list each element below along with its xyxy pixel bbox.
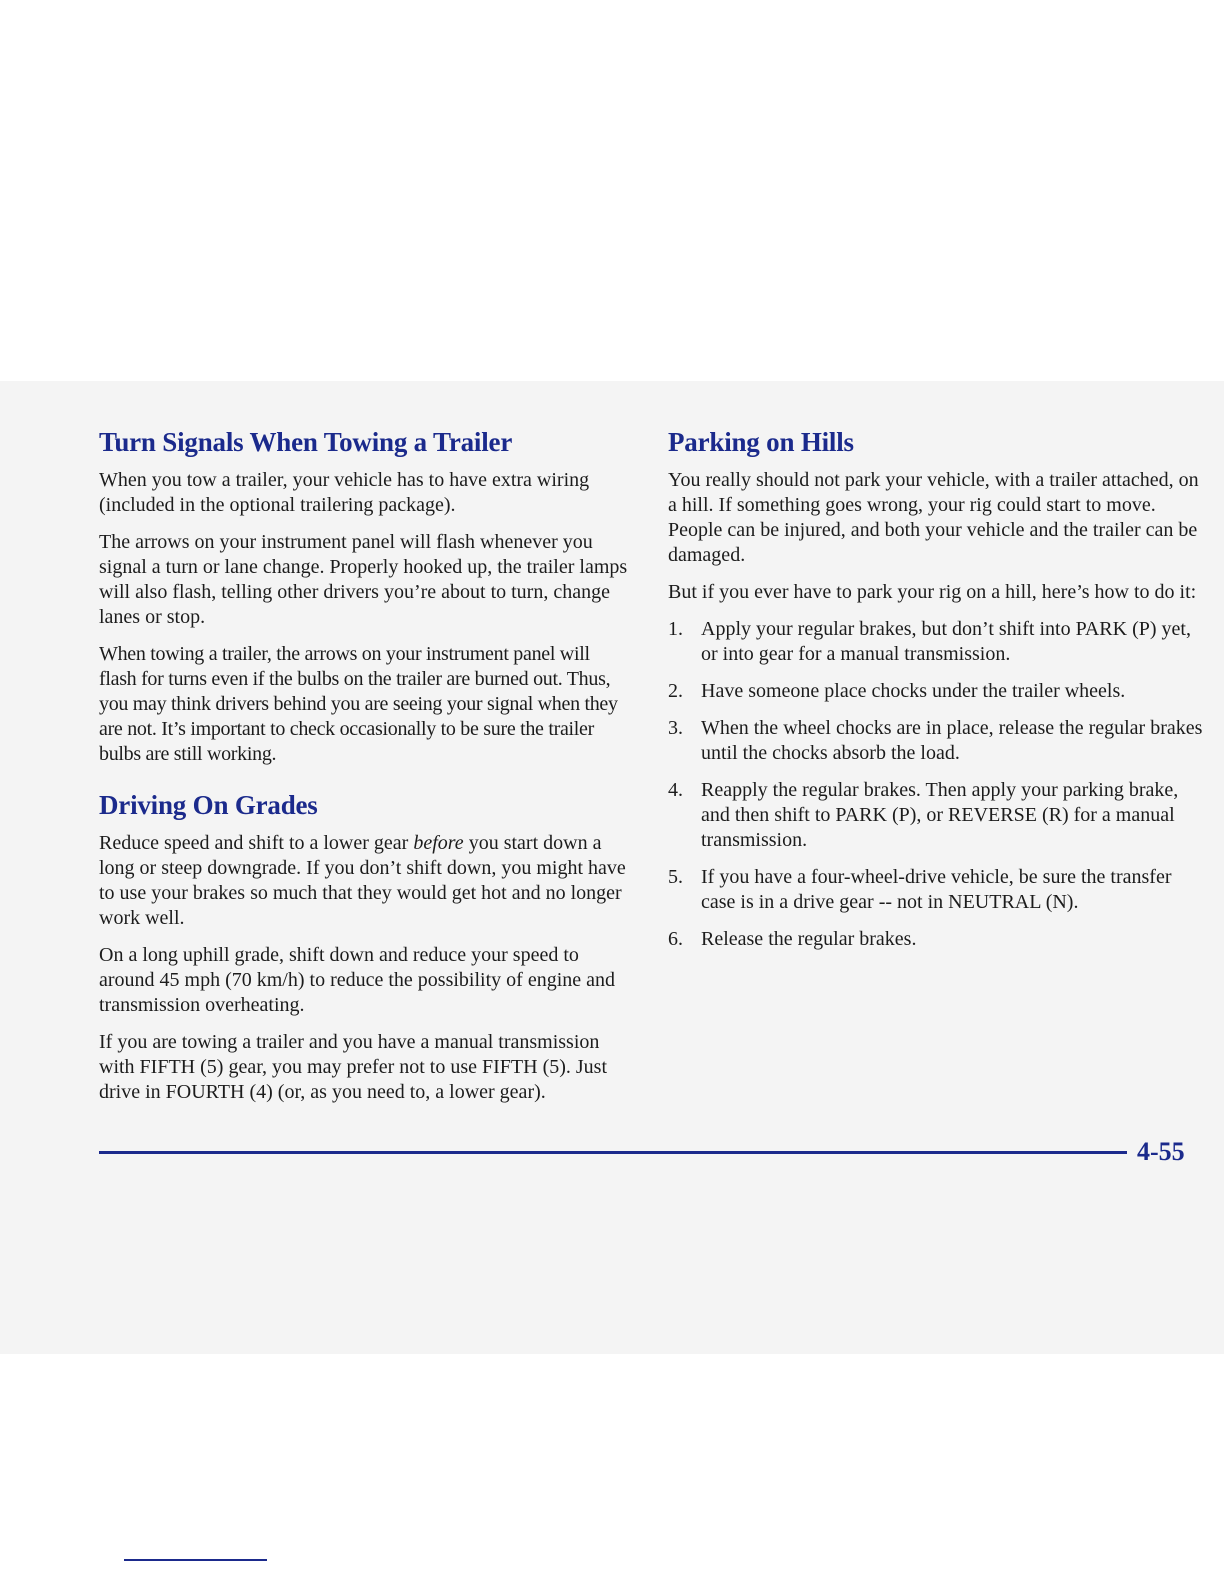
step-number: 4.	[668, 779, 683, 801]
driving-on-grades-paragraph-3: If you are towing a trailer and you have a manual transmission with FIFTH (5) gear, you may prefer not to use FIFTH (5). Just drive in FOURTH (4) (or, as you need to, a lower gear).	[99, 1031, 608, 1103]
step-number: 3.	[668, 717, 683, 739]
turn-signals-paragraph-1: When you tow a trailer, your vehicle has to have extra wiring (included in the optional trailering package).	[99, 469, 590, 516]
step-number: 2.	[668, 680, 683, 702]
step-text: If you have a four-wheel-drive vehicle, be sure the transfer case is in a drive gear -- not in NEUTRAL (N).	[701, 866, 1172, 913]
list-item	[668, 679, 1204, 704]
driving-on-grades-paragraph-1	[99, 831, 629, 931]
turn-signals-paragraph-2: The arrows on your instrument panel will flash whenever you signal a turn or lane change. Properly hooked up, the trailer lamps will also flash, telling other drivers you’re about to turn, change lanes or stop.	[99, 531, 628, 628]
page-number: 4-55	[1137, 1137, 1185, 1166]
grades-p1-before: Reduce speed and shift to a lower gear	[99, 832, 414, 854]
bottom-edge-mark	[124, 1559, 267, 1561]
driving-on-grades-paragraph-2: On a long uphill grade, shift down and reduce your speed to around 45 mph (70 km/h) to reduce the possibility of engine and transmission overheating.	[99, 944, 616, 1016]
step-number: 1.	[668, 618, 683, 640]
step-text: Reapply the regular brakes. Then apply your parking brake, and then shift to PARK (P), or REVERSE (R) for a manual transmission.	[701, 779, 1179, 851]
driving-on-grades-heading: Driving On Grades	[99, 790, 318, 820]
grades-p1-italic: before	[413, 832, 464, 854]
step-number: 6.	[668, 928, 683, 950]
list-item	[668, 778, 1204, 853]
step-number: 5.	[668, 866, 683, 888]
parking-on-hills-paragraph-1: You really should not park your vehicle, with a trailer attached, on a hill. If something goes wrong, your rig could start to move. People can be injured, and both your vehicle and the trailer can be damaged.	[668, 469, 1199, 566]
step-text: When the wheel chocks are in place, release the regular brakes until the chocks absorb the load.	[701, 717, 1203, 764]
parking-steps-list	[668, 617, 1204, 952]
footer-rule	[99, 1151, 1127, 1154]
list-item	[668, 716, 1204, 766]
step-text: Apply your regular brakes, but don’t shift into PARK (P) yet, or into gear for a manual transmission.	[701, 618, 1191, 665]
left-column	[99, 426, 629, 1117]
list-item	[668, 927, 1204, 952]
step-text: Have someone place chocks under the trailer wheels.	[701, 680, 1126, 702]
turn-signals-paragraph-3: When towing a trailer, the arrows on your instrument panel will flash for turns even if the bulbs on the trailer are burned out. Thus, you may think drivers behind you are seeing your signal when they are not. It’s important to check occasionally to be sure the trailer bulbs are still working.	[99, 643, 618, 765]
step-text: Release the regular brakes.	[701, 928, 917, 950]
right-column	[668, 426, 1204, 964]
turn-signals-heading: Turn Signals When Towing a Trailer	[99, 427, 513, 457]
list-item	[668, 617, 1204, 667]
parking-on-hills-heading: Parking on Hills	[668, 427, 854, 457]
grades-p1-after: you start down a long or steep downgrade. If you don’t shift down, you might have to use your brakes so much that they would get hot and no longer work well.	[99, 832, 626, 929]
list-item	[668, 865, 1204, 915]
parking-on-hills-paragraph-2: But if you ever have to park your rig on a hill, here’s how to do it:	[668, 581, 1197, 603]
